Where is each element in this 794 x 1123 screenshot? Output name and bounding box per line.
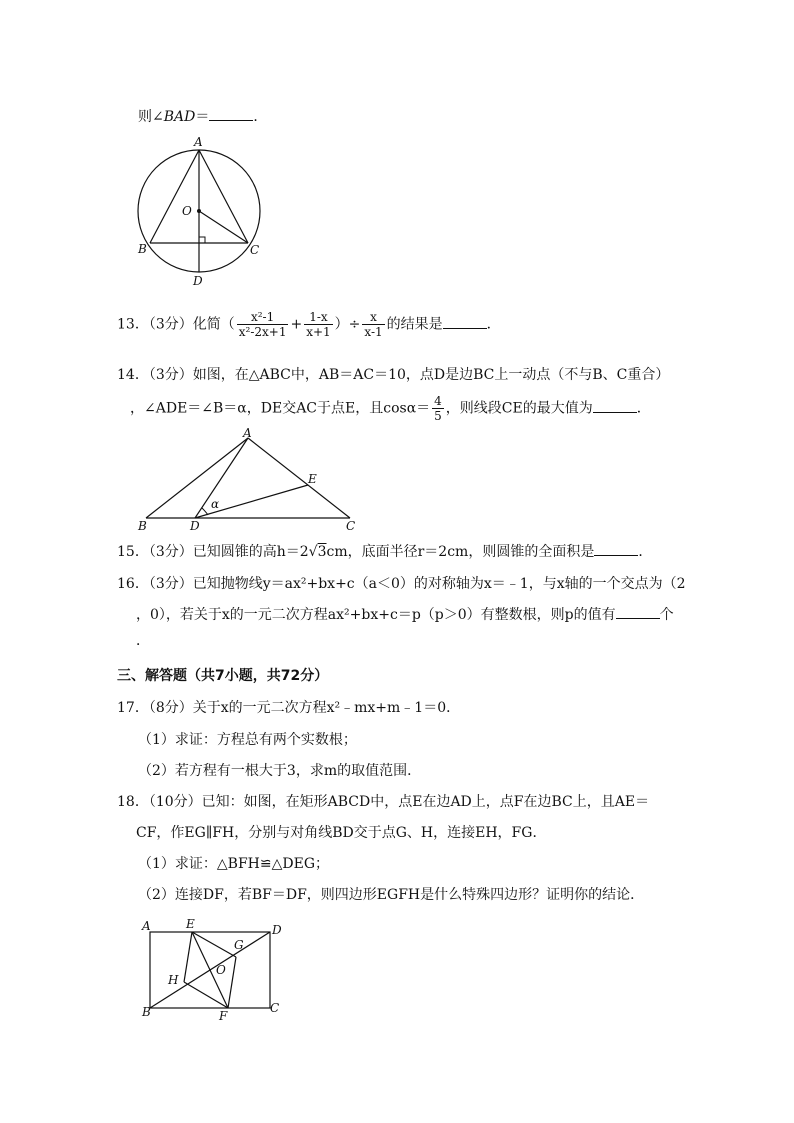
q16-line3: ． xyxy=(136,633,150,649)
figure-circle-triangle xyxy=(130,132,270,292)
q14-line1: 14．（3分）如图，在△ABC中，AB＝AC＝10，点D是边BC上一动点（不与B、C重合） xyxy=(117,367,670,383)
q13-line: 13．（3分）化简（ $\frac{\text{x²-1}}{\text{x²-2x+1}}$ + $\frac{1-x}{x+1}$ ）÷ $\frac{x}{x-1}$ 的结果是 ． xyxy=(117,310,501,339)
answer-blank[interactable] xyxy=(594,543,638,556)
figure-triangle-ade xyxy=(132,428,372,536)
label-A: A xyxy=(142,919,151,933)
label-O: O xyxy=(216,963,226,977)
q16-line2: ，0），若关于x的一元二次方程ax²+bx+c＝p（p＞0）有整数根，则p的值有 个 xyxy=(136,607,674,623)
fraction-2: $\frac{1-x}{x+1}$ xyxy=(306,310,331,339)
q17-stem: 17．（8分）关于x的一元二次方程x²﹣mx+m﹣1＝0． xyxy=(117,700,461,716)
fraction-cos: $\frac{4}{5}$ xyxy=(434,394,442,423)
q18-part1: （1）求证：△BFH≌△DEG； xyxy=(138,856,330,872)
label-C: C xyxy=(346,519,356,533)
label-H: H xyxy=(168,973,179,987)
label-F: F xyxy=(219,1009,228,1023)
answer-blank[interactable] xyxy=(616,606,660,619)
label-C: C xyxy=(270,1001,280,1015)
section-heading: 三、解答题（共7小题，共72分） xyxy=(117,668,329,684)
label-B: B xyxy=(142,1005,151,1019)
sqrt-3: √3 xyxy=(308,544,327,560)
label-O: O xyxy=(182,204,192,218)
label-G: G xyxy=(234,938,244,952)
label-A: A xyxy=(194,135,203,149)
label-D: D xyxy=(193,274,203,288)
label-A: A xyxy=(243,428,252,440)
q12-line: 则∠BAD＝ ． xyxy=(138,109,268,125)
label-D: D xyxy=(190,519,200,533)
label-E: E xyxy=(308,472,317,486)
fraction-3: $\frac{x}{x-1}$ xyxy=(364,310,383,339)
q18-line2: CF，作EG∥FH，分别与对角线BD交于点G、H，连接EH，FG． xyxy=(136,825,547,841)
label-E: E xyxy=(186,917,195,931)
label-alpha: α xyxy=(211,497,220,511)
figure-rectangle-abcd xyxy=(136,914,296,1024)
label-D: D xyxy=(272,923,282,937)
answer-blank[interactable] xyxy=(209,108,253,121)
fraction-1: $\frac{\text{x²-1}}{\text{x²-2x+1}}$ xyxy=(238,310,287,339)
answer-blank[interactable] xyxy=(443,316,487,329)
label-B: B xyxy=(138,519,147,533)
q18-part2: （2）连接DF，若BF＝DF，则四边形EGFH是什么特殊四边形？证明你的结论． xyxy=(138,887,645,903)
answer-blank[interactable] xyxy=(593,400,637,413)
label-C: C xyxy=(250,243,260,257)
q15-line: 15．（3分）已知圆锥的高h＝2√3cm，底面半径r＝2cm，则圆锥的全面积是 ． xyxy=(117,544,653,560)
q18-line1: 18．（10分）已知：如图，在矩形ABCD中，点E在边AD上，点F在边BC上，且AE＝ xyxy=(117,794,650,810)
q17-part2: （2）若方程有一根大于3，求m的取值范围． xyxy=(138,763,422,779)
q14-line2: ，∠ADE＝∠B＝α，DE交AC于点E，且cosα＝ $\frac{4}{5}$ ，则线段CE的最大值为 ． xyxy=(130,394,651,423)
q16-line1: 16．（3分）已知抛物线y＝ax²+bx+c（a＜0）的对称轴为x＝﹣1，与x轴的一个交点为（2 xyxy=(117,576,686,592)
q17-part1: （1）求证：方程总有两个实数根； xyxy=(138,732,357,748)
label-B: B xyxy=(138,242,147,256)
